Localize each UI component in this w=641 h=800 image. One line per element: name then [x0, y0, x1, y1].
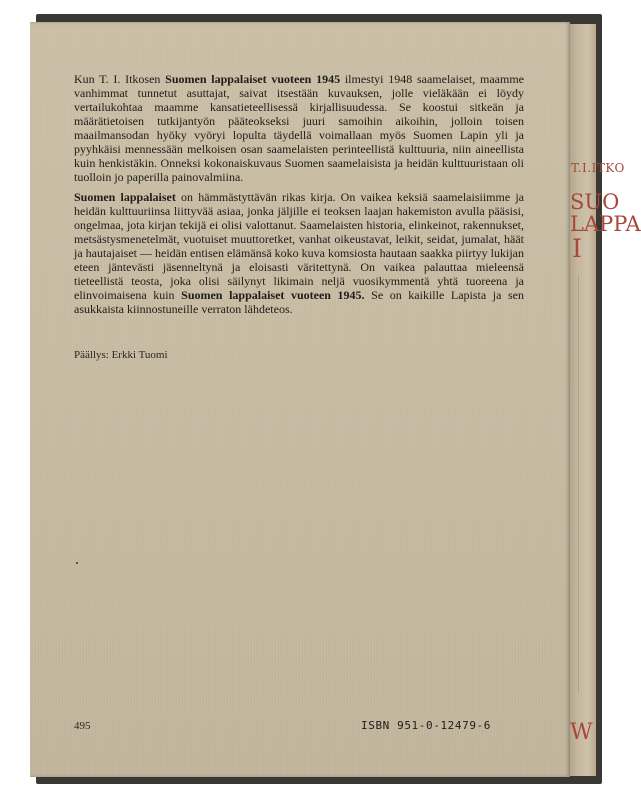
- book-spine: [570, 24, 641, 776]
- spine-title-line-2: LAPPA: [570, 212, 641, 236]
- blurb-p2-book-title-2: Suomen lappalaiset vuoteen 1945.: [181, 288, 365, 302]
- cover-credit: Päällys: Erkki Tuomi: [74, 349, 168, 361]
- blurb-p2-end: Se on kaikille Lapista ja sen asukkaista kiinnostuneille verraton lähdeteos.: [74, 288, 524, 316]
- blurb-text: [74, 72, 524, 322]
- blurb-paragraph-1: [74, 72, 524, 184]
- blurb-p1-body: ilmestyi 1948 saamelaiset, maamme vanhimmat tunnetut asuttajat, saivat itsestään kuvauksen, jolle vieläkään ei löydy vertailukohtaa maamme kansatieteellisessä kirjallisuudessa. Se koostui sitkeän ja määrätietoisen tutkijantyön pääteokseksi juuri samoihin aikoihin, jolloin toisen maailmansodan hyöky vyöryi lopulta täydellä voimallaan myös Suomen Lapin yli ja pyyhkäisi mennessään melkoisen osan saamelaisten perinteellistä kulttuuria, niin aineellista kuin henkistäkin. Onneksi kokonaiskuvaus Suomen saamelaisista ja heidän kulttuuristaan oli tuolloin jo paperilla painovalmiina.: [74, 72, 524, 184]
- blurb-p1-intro: Kun T. I. Itkosen: [74, 72, 166, 86]
- paper-speck: [76, 562, 78, 564]
- spine-title-line-1: SUO: [570, 190, 620, 214]
- spine-author: T.I.ITKO: [571, 161, 625, 175]
- blurb-p2-book-title: Suomen lappalaiset: [74, 190, 176, 204]
- isbn-label: ISBN 951-0-12479-6: [361, 719, 492, 732]
- spine-ornament: [578, 274, 609, 694]
- blurb-p2-body: on hämmästyttävän rikas kirja. On vaikea keksiä saamelaisiimme ja heidän kulttuuriinsa liittyvää asiaa, jonka jäljille ei teoksen laajan hakemiston avulla pääsisi, ongelmaa, jota kirjan tekijä ei olisi valottanut. Saamelaisten historia, elinkeinot, rakennukset, metsästysmenetelmät, vuotuiset muuttoretket, vanhat oikeustavat, leikit, seidat, jumalat, häät ja hautajaiset — heidän entisen elämänsä koko kuva komsiosta hautaan saakka piirtyy lukijan eteen jäntevästi jäsenneltynä ja eloisasti väritettynä. On vaikea palauttaa mieleensä tieteellistä teosta, joka olisi säilynyt likimain neljä vuosikymmentä yhtä tuoreena ja elinvoimaisena kuin: [74, 190, 524, 302]
- spine-publisher-mark: W: [570, 720, 593, 745]
- blurb-paragraph-2: [74, 190, 524, 316]
- page-number: 495: [74, 720, 91, 732]
- spine-volume-mark: I: [572, 234, 582, 263]
- blurb-p1-book-title: Suomen lappalaiset vuoteen 1945: [165, 72, 341, 86]
